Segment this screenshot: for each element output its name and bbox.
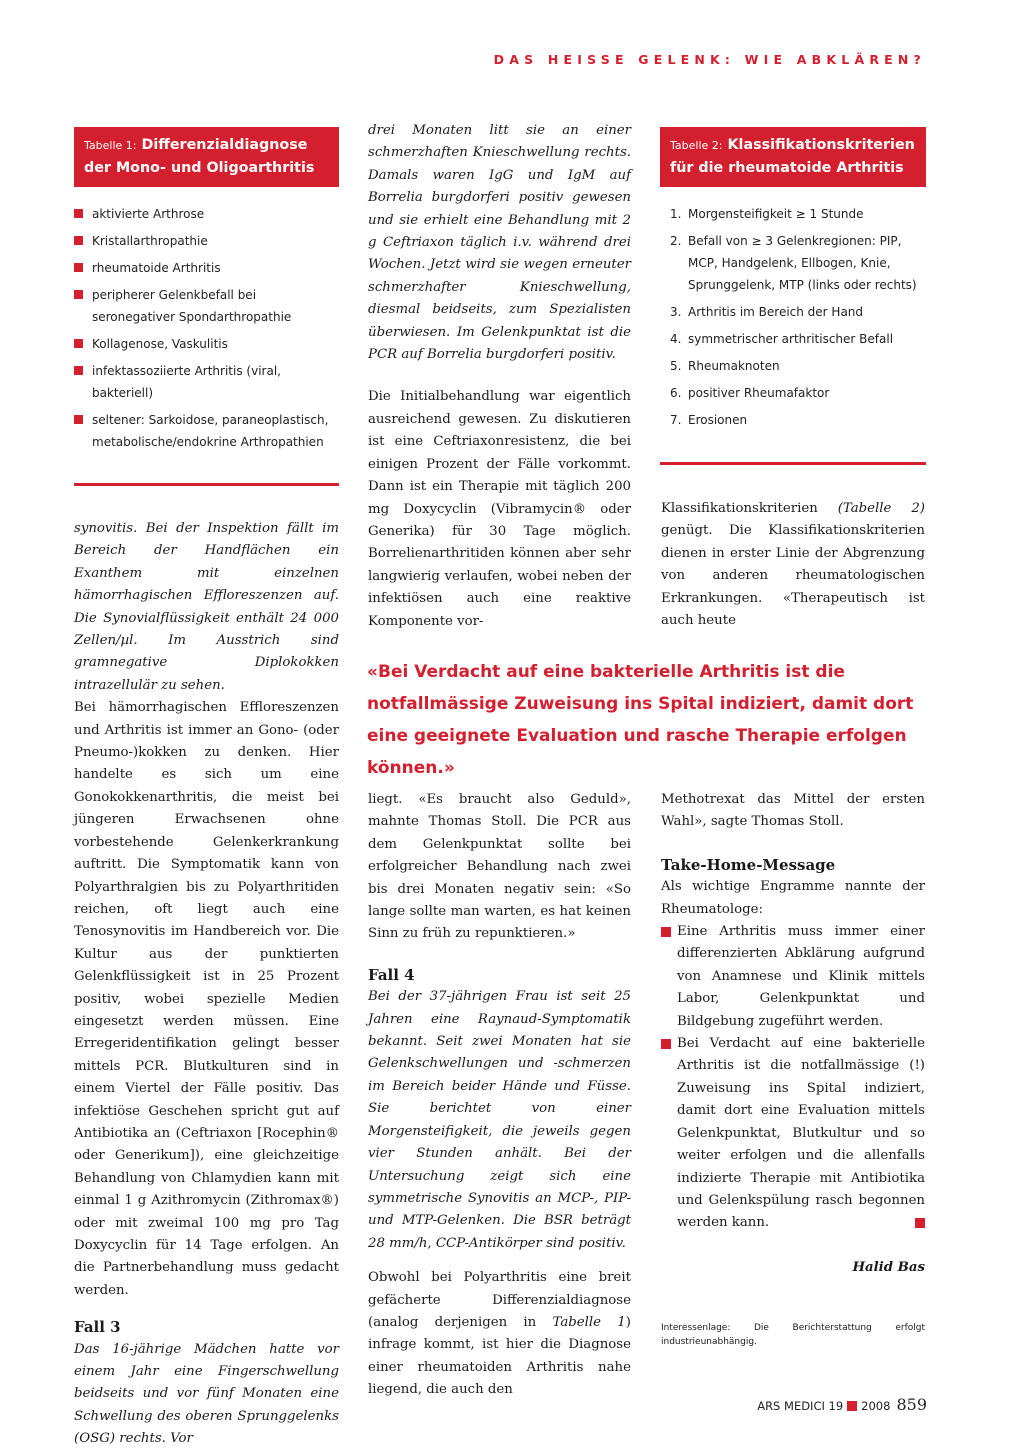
column-2-top — [368, 120, 631, 633]
table-1-reference: Tabelle 1 — [552, 1314, 626, 1330]
table-2 — [660, 127, 926, 436]
table-2-reference: (Tabelle 2) — [837, 501, 925, 516]
page-footer — [757, 1395, 927, 1414]
column-2-bottom — [368, 789, 631, 1402]
table-2-divider — [660, 462, 926, 465]
square-icon — [847, 1401, 857, 1411]
table-1-label: Tabelle 1: — [84, 139, 137, 152]
running-header: DAS HEISSE GELENK: WIE ABKLÄREN? — [493, 52, 926, 67]
table-2-list — [670, 203, 926, 431]
table-2-item-text: Morgensteifigkeit ≥ 1 Stunde — [688, 207, 864, 221]
take-home-bullet-2-text: Bei Verdacht auf eine bakterielle Arthritis ist die notfallmässige (!) Zuweisung ins Spital indiziert, damit dort eine Evaluation mittels Gelenkpunktat, Blutkultur und so weiter erfolgen und die allenfalls indizierte Therapie mit Antibiotika und Gelenkspülung rasch begonnen werden kann. — [677, 1036, 925, 1231]
fall-3-heading: Fall 3 — [74, 1318, 121, 1337]
case-2-text-end: synovitis. Bei der Inspektion fällt im Bereich der Handflächen ein Exanthem mit einzelnen hämorrhagischen Effloreszenzen auf. Die Synovialflüssigkeit enthält 24 000 Zellen/µl. Im Ausstrich sind gramnegative Diplokokken intrazellulär zu sehen. — [74, 521, 339, 693]
column-3-bottom — [661, 789, 925, 1349]
pull-quote: «Bei Verdacht auf eine bakterielle Arthritis ist die notfallmässige Zuweisung ins Spital indiziert, damit dort eine geeignete Evaluation und rasche Therapie erfolgen können.» — [367, 662, 914, 778]
table-1 — [74, 127, 339, 458]
table-2-item-number: 4. — [670, 332, 682, 346]
journal-name: ARS MEDICI 19 — [757, 1399, 844, 1413]
table-2-item — [670, 355, 926, 377]
table-2-item — [670, 382, 926, 404]
table-2-item-text: Befall von ≥ 3 Gelenkregionen: PIP, MCP, Handgelenk, Ellbogen, Knie, Sprunggelenk, MTP (links oder rechts) — [688, 234, 917, 292]
table-2-item — [670, 230, 926, 296]
table-2-item-text: Arthritis im Bereich der Hand — [688, 305, 864, 319]
table-1-title: Differenzialdiagnose der Mono- und Oligoarthritis — [84, 137, 315, 176]
table-1-item: aktivierte Arthrose — [74, 203, 339, 225]
body-1-post: genügt. Die Klassifikationskriterien dienen in erster Linie der Abgrenzung von anderen rheumatologischen Erkrankungen. «Therapeutisch ist auch heute — [661, 523, 925, 629]
column-2-body-3 — [368, 1267, 631, 1401]
table-2-item — [670, 328, 926, 350]
table-2-title: Klassifikationskriterien für die rheumatoide Arthritis — [670, 137, 915, 176]
column-2-body-2: liegt. «Es braucht also Geduld», mahnte Thomas Stoll. Die PCR aus dem Gelenkpunktat sollte bei erfolgreicher Behandlung nach zwei bis drei Monaten negativ sein: «So lange sollte man warten, es hat keinen Sinn zu früh zu repunktieren.» — [368, 792, 631, 942]
table-2-item-text: Erosionen — [688, 413, 748, 427]
table-2-label: Tabelle 2: — [670, 139, 723, 152]
table-2-item — [670, 301, 926, 323]
table-2-item-number: 6. — [670, 386, 682, 400]
table-2-item — [670, 203, 926, 225]
column-3-body-2: Methotrexat das Mittel der ersten Wahl», sagte Thomas Stoll. — [661, 792, 925, 830]
fall-4-heading: Fall 4 — [368, 965, 415, 984]
table-2-item-text: Rheumaknoten — [688, 359, 780, 373]
table-2-item-number: 1. — [670, 207, 682, 221]
take-home-heading: Take-Home-Message — [661, 855, 836, 874]
table-2-item-number: 7. — [670, 413, 682, 427]
issue-year: 2008 — [861, 1399, 891, 1413]
body-3-post: ) infrage kommt, ist hier die Diagnose einer rheumatoiden Arthritis nahe liegend, die auch den — [368, 1314, 631, 1398]
table-2-item-number: 3. — [670, 305, 682, 319]
column-1 — [74, 518, 339, 1451]
take-home-intro: Als wichtige Engramme nannte der Rheumatologe: — [661, 879, 925, 917]
table-1-item: peripherer Gelenkbefall bei seronegativer Spondarthropathie — [74, 284, 339, 328]
table-1-item: infektassoziierte Arthritis (viral, bakteriell) — [74, 360, 339, 404]
table-1-body — [74, 203, 339, 453]
body-1-pre: Klassifikationskriterien — [661, 501, 838, 516]
take-home-bullet-2 — [661, 1033, 925, 1235]
table-1-divider — [74, 483, 339, 486]
table-1-item: Kristallarthropathie — [74, 230, 339, 252]
table-1-item: rheumatoide Arthritis — [74, 257, 339, 279]
fall-3-text: Das 16-jährige Mädchen hatte vor einem Jahr eine Fingerschwellung beidseits und vor fünf Monaten eine Schwellung des oberen Sprunggelenks (OSG) rechts. Vor — [74, 1341, 339, 1447]
fall-4-text: Bei der 37-jährigen Frau ist seit 25 Jahren eine Raynaud-Symptomatik bekannt. Seit zwei Monaten hat sie Gelenkschwellungen und -schmerzen im Bereich beider Hände und Füsse. Sie berichtet von einer Morgensteifigkeit, die jeweils gegen vier Stunden anhält. Bei der Untersuchung zeigt sich eine symmetrische Synovitis an MCP-, PIP- und MTP-Gelenken. Die BSR beträgt 28 mm/h, CCP-Antikörper sind positiv. — [368, 989, 631, 1251]
page-number: 859 — [896, 1395, 927, 1414]
table-1-item: Kollagenose, Vaskulitis — [74, 333, 339, 355]
column-1-body: Bei hämorrhagischen Effloreszenzen und Arthritis ist immer an Gono- (oder Pneumo-)kokken zu denken. Hier handelte es sich um eine Gonokokkenarthritis, die meist bei jüngeren Erwachsenen ohne vorbestehende Gelenkerkrankung auftritt. Die Symptomatik kann von Polyarthralgien bis zu Polyarthritiden reichen, oft liegt auch eine Tenosynovitis im Handbereich vor. Die Kultur aus der punktierten Gelenkflüssigkeit ist in 25 Prozent positiv, wobei spezielle Medien eingesetzt werden müssen. Eine Erregeridentifikation gelingt besser mittels PCR. Blutkulturen sind in einem Viertel der Fälle positiv. Das infektiöse Geschehen spricht gut auf Antibiotika an (Ceftriaxon [Rocephin® oder Generikum]), eine gleichzeitige Behandlung von Chlamydien kann mit einmal 1 g Azithromycin (Zithromax®) oder mit zweimal 100 mg pro Tag Doxycyclin für 14 Tage erfolgen. An die Partnerbehandlung muss gedacht werden. — [74, 700, 339, 1298]
table-2-item-number: 5. — [670, 359, 682, 373]
end-mark-icon — [915, 1218, 925, 1228]
disclosure-note: Interessenlage: Die Berichterstattung erfolgt industrieunabhängig. — [661, 1323, 925, 1348]
table-1-list — [74, 203, 339, 453]
column-3-body-1 — [661, 498, 925, 632]
table-2-body — [660, 203, 926, 431]
fall-3-text-cont: drei Monaten litt sie an einer schmerzhaften Knieschwellung rechts. Damals waren IgG und IgM auf Borrelia burgdorferi positiv gewesen und sie erhielt eine Behandlung mit 2 g Ceftriaxon täglich i.v. während drei Wochen. Jetzt wird sie wegen erneuter schmerzhafter Knieschwellung, diesmal beidseits, zum Spezialisten überwiesen. Im Gelenkpunktat ist die PCR auf Borrelia burgdorferi positiv. — [368, 123, 631, 363]
table-1-header — [74, 127, 339, 187]
table-2-item-text: symmetrischer arthritischer Befall — [688, 332, 894, 346]
table-2-item-text: positiver Rheumafaktor — [688, 386, 830, 400]
author: Halid Bas — [852, 1259, 925, 1275]
table-2-header — [660, 127, 926, 187]
take-home-bullet-1: Eine Arthritis muss immer einer differenzierten Abklärung aufgrund von Anamnese und Klinik mittels Labor, Gelenkpunktat und Bildgebung zugeführt werden. — [661, 921, 925, 1033]
table-2-item-number: 2. — [670, 234, 682, 248]
column-2-body-1: Die Initialbehandlung war eigentlich ausreichend gewesen. Zu diskutieren ist eine Ceftriaxonresistenz, die bei einigen Prozent der Fälle vorkommt. Dann ist ein Therapie mit täglich 200 mg Doxycyclin (Vibramycin® oder Generika) für 30 Tage möglich. Borrelienarthritiden können aber sehr langwierig verlaufen, wobei neben der infektiösen auch eine reaktive Komponente vor- — [368, 389, 631, 629]
table-2-item — [670, 409, 926, 431]
column-3-top — [661, 498, 925, 632]
table-1-item: seltener: Sarkoidose, paraneoplastisch, metabolische/endokrine Arthropathien — [74, 409, 339, 453]
body-3-pre: Obwohl bei Polyarthritis eine breit gefächerte Differenzialdiagnose (analog derjenigen in — [368, 1270, 631, 1330]
